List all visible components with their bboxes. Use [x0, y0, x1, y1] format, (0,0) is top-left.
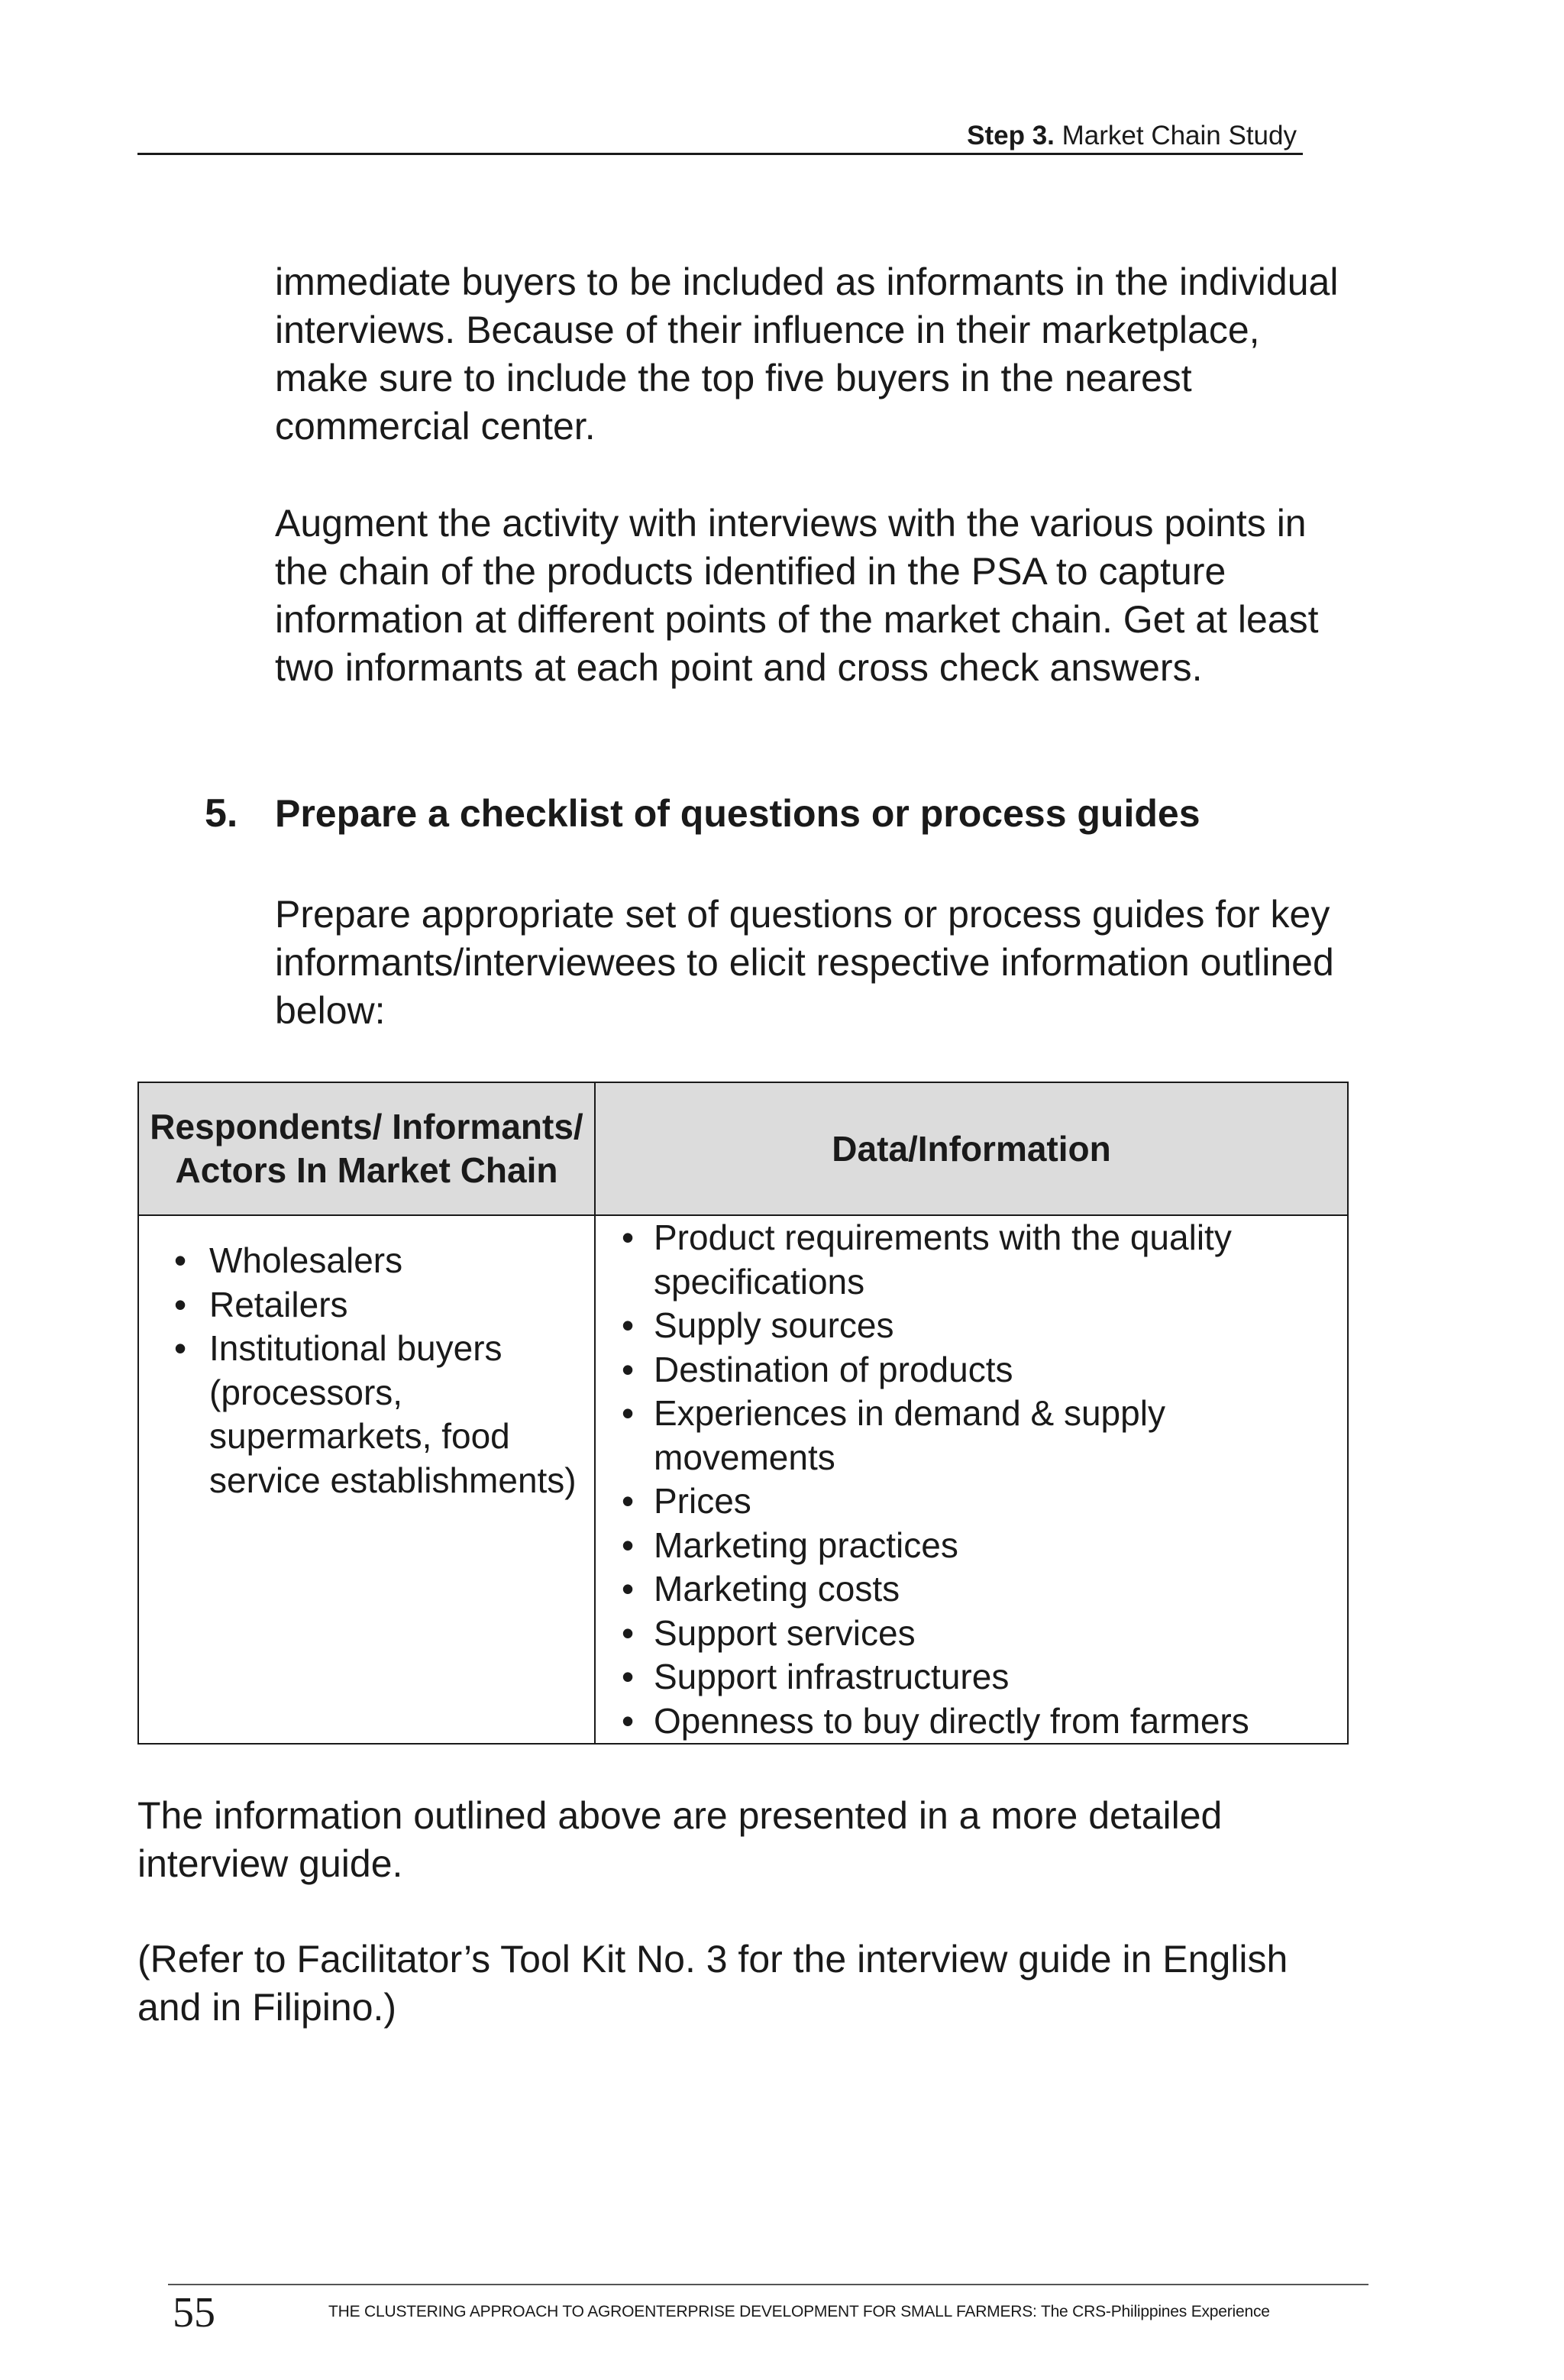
data-information-cell	[595, 1215, 1348, 1744]
step-title: Market Chain Study	[1062, 121, 1297, 150]
list-item: • Marketing practices	[596, 1524, 1347, 1568]
respondents-cell	[138, 1215, 595, 1744]
list-item: • Support services	[596, 1612, 1347, 1656]
intro-paragraph-2: Augment the activity with interviews with the various points in the chain of the products identified in the PSA to capture information at different points of the market chain. Get at least two informants at each point and cross check answers.	[275, 502, 1319, 689]
page-number: 55	[173, 2289, 215, 2336]
header-data-information: Data/Information	[595, 1082, 1348, 1215]
list-item: • Retailers	[139, 1283, 594, 1327]
list-item: • Openness to buy directly from farmers	[596, 1699, 1347, 1744]
closing-paragraph-2: (Refer to Facilitator’s Tool Kit No. 3 for the interview guide in English and in Filipino.)	[137, 1938, 1288, 2029]
closing-paragraph-1: The information outlined above are presented in a more detailed interview guide.	[137, 1794, 1223, 1885]
list-item: • Experiences in demand & supply movements	[596, 1392, 1347, 1479]
list-item: • Prices	[596, 1479, 1347, 1524]
step-label: Step 3.	[967, 121, 1055, 150]
list-item: • Marketing costs	[596, 1567, 1347, 1612]
data-information-list	[596, 1216, 1347, 1743]
footer-divider	[168, 2284, 1368, 2285]
running-header	[137, 119, 1303, 155]
table-header-row	[138, 1082, 1348, 1215]
list-item: • Product requirements with the quality specifications	[596, 1216, 1347, 1304]
respondents-list	[139, 1216, 594, 1502]
list-item: • Wholesalers	[139, 1239, 594, 1283]
table-row	[138, 1215, 1348, 1744]
list-item: • Support infrastructures	[596, 1655, 1347, 1699]
header-respondents: Respondents/ Informants/ Actors In Market Chain	[138, 1082, 595, 1215]
section-number: 5.	[205, 791, 238, 836]
section-paragraph: Prepare appropriate set of questions or process guides for key informants/interviewees to elicit respective information outlined below:	[275, 893, 1334, 1032]
footer-book-title: THE CLUSTERING APPROACH TO AGROENTERPRISE DEVELOPMENT FOR SMALL FARMERS: The CRS-Philippines Experience	[328, 2303, 1270, 2320]
market-chain-table	[137, 1082, 1349, 1745]
list-item: • Destination of products	[596, 1348, 1347, 1392]
intro-paragraph-1: immediate buyers to be included as informants in the individual interviews. Because of their influence in their marketplace, make sure to include the top five buyers in the nearest commercial center.	[275, 260, 1339, 448]
section-title: Prepare a checklist of questions or process guides	[275, 792, 1200, 835]
list-item: • Supply sources	[596, 1304, 1347, 1348]
list-item: • Institutional buyers (processors, supermarkets, food service establishments)	[139, 1327, 594, 1502]
